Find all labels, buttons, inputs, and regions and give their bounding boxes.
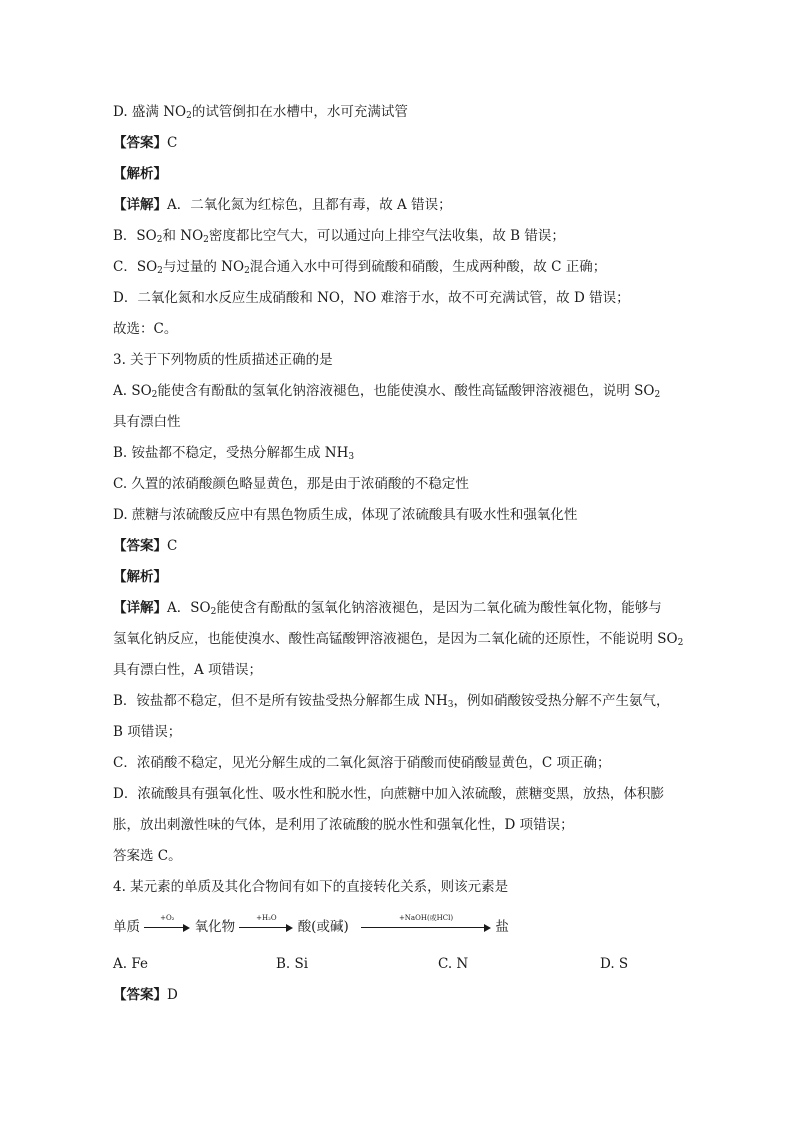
q4-option-d: D. S (600, 956, 629, 972)
q4-conversion-chain (113, 914, 509, 937)
arrow-2: +H₂O (239, 917, 293, 937)
q3-detail-a-cont2: 具有漂白性，A 项错误； (113, 662, 263, 678)
arrow-3: +NaOH(或HCl) (361, 917, 491, 937)
q3-analysis-label: 【解析】 (113, 569, 167, 585)
q3-final: 答案选 C。 (113, 848, 182, 864)
q2-answer: 【答案】C (113, 135, 178, 151)
q2-detail-d: D．二氧化氮和水反应生成硝酸和 NO，NO 难溶于水，故不可充满试管，故 D 错误； (113, 290, 630, 306)
q3-option-c: C. 久置的浓硝酸颜色略显黄色，那是由于浓硝酸的不稳定性 (113, 476, 469, 492)
q2-option-d: D. 盛满 $NO_2$的试管倒扣在水槽中，水可充满试管 (113, 104, 408, 121)
q4-option-a: A. Fe (113, 956, 148, 972)
chain-acid-base: 酸(或碱) (297, 919, 349, 935)
q3-detail-d: D．浓硫酸具有强氧化性、吸水性和脱水性，向蔗糖中加入浓硫酸，蔗糖变黑，放热，体积膨 (113, 786, 664, 802)
q4-answer: 【答案】D (113, 987, 178, 1003)
chain-oxide: 氧化物 (194, 919, 236, 935)
q3-option-a-cont: 具有漂白性 (113, 414, 181, 430)
q4-stem: 4. 某元素的单质及其化合物间有如下的直接转化关系，则该元素是 (113, 879, 509, 895)
q3-detail-d-cont: 胀，放出刺激性味的气体，是利用了浓硫酸的脱水性和强氧化性，D 项错误； (113, 817, 574, 833)
q3-detail-b: B．铵盐都不稳定，但不是所有铵盐受热分解都生成 $NH_3$，例如硝酸铵受热分解不产生氨气， (113, 693, 670, 710)
q3-answer: 【答案】C (113, 538, 178, 554)
arrow-1: +O₂ (144, 917, 190, 937)
q3-option-a: A. $SO_2$能使含有酚酞的氢氧化钠溶液褪色，也能使溴水、酸性高锰酸钾溶液褪色，说明 $SO_2$ (113, 383, 661, 400)
q3-option-d: D. 蔗糖与浓硫酸反应中有黑色物质生成，体现了浓硫酸具有吸水性和强氧化性 (113, 507, 578, 523)
q3-option-b: B. 铵盐都不稳定，受热分解都生成 $NH_3$ (113, 445, 355, 462)
q3-detail-b-cont: B 项错误； (113, 724, 182, 740)
q2-final: 故选：C。 (113, 321, 178, 337)
q2-analysis-label: 【解析】 (113, 166, 167, 182)
q4-option-c: C. N (438, 956, 469, 972)
q2-detail-c: C．$SO_2$与过量的 $NO_2$混合通入水中可得到硫酸和硝酸，生成两种酸，故 C 正确； (113, 259, 607, 276)
q3-stem: 3. 关于下列物质的性质描述正确的是 (113, 352, 333, 368)
q2-detail-b: B．$SO_2$和 $NO_2$密度都比空气大，可以通过向上排空气法收集，故 B 错误； (113, 228, 565, 245)
q3-detail-c: C．浓硝酸不稳定，见光分解生成的二氧化氮溶于硝酸而使硝酸显黄色，C 项正确； (113, 755, 611, 771)
chain-element: 单质 (113, 919, 140, 935)
q4-option-b: B. Si (276, 956, 309, 972)
q3-detail-a-cont1: 氢氧化钠反应，也能使溴水、酸性高锰酸钾溶液褪色，是因为二氧化硫的还原性，不能说明 $SO_2$ (113, 631, 684, 648)
chain-salt: 盐 (495, 919, 509, 935)
q3-detail-a: 【详解】A．$SO_2$能使含有酚酞的氢氧化钠溶液褪色，是因为二氧化硫为酸性氧化物，能够与 (113, 600, 662, 617)
q2-detail-a: 【详解】A．二氧化氮为红棕色，且都有毒，故 A 错误； (113, 197, 452, 213)
